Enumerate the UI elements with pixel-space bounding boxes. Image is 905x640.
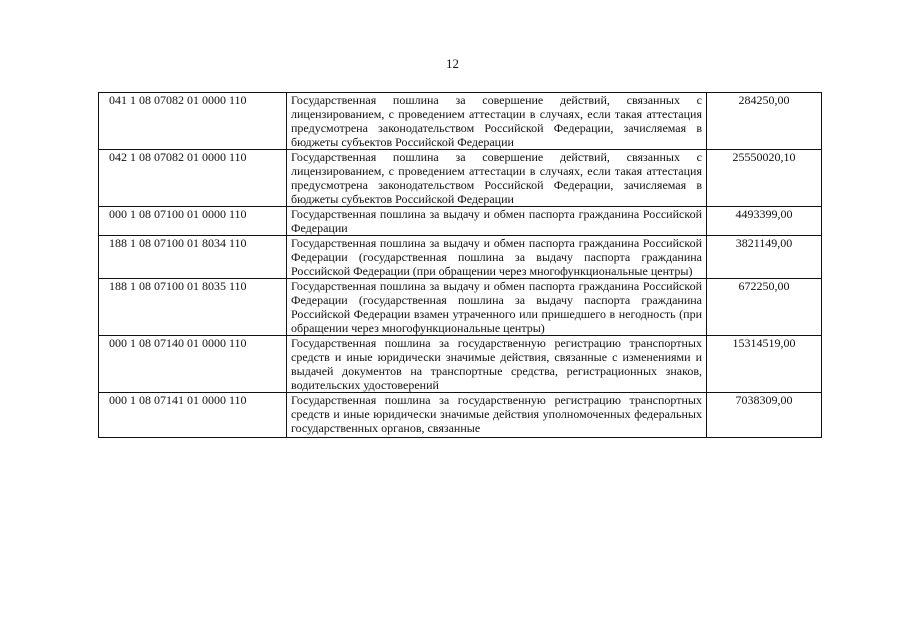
budget-code-cell: 041 1 08 07082 01 0000 110 bbox=[99, 93, 287, 150]
budget-code-cell: 000 1 08 07140 01 0000 110 bbox=[99, 336, 287, 393]
table-row bbox=[99, 150, 822, 207]
revenue-name-cell: Государственная пошлина за государственную регистрацию транспортных средств и иные юридически значимые действия уполномоченных федеральных государственных органов, связанные bbox=[287, 393, 707, 438]
budget-code-cell: 188 1 08 07100 01 8035 110 bbox=[99, 279, 287, 336]
revenue-name-cell: Государственная пошлина за выдачу и обмен паспорта гражданина Российской Федерации (государственная пошлина за выдачу паспорта гражданина Российской Федерации (при обращении через многофункциональные центры) bbox=[287, 236, 707, 279]
revenue-name-cell: Государственная пошлина за совершение действий, связанных с лицензированием, с проведением аттестации в случаях, если такая аттестация предусмотрена законодательством Российской Федерации, зачисляемая в бюджеты субъектов Российской Федерации bbox=[287, 150, 707, 207]
table-row bbox=[99, 279, 822, 336]
table-row bbox=[99, 93, 822, 150]
revenue-name-cell: Государственная пошлина за выдачу и обмен паспорта гражданина Российской Федерации (государственная пошлина за выдачу паспорта гражданина Российской Федерации взамен утраченного или пришедшего в негодность (при обращении через многофункциональные центры) bbox=[287, 279, 707, 336]
revenue-table bbox=[98, 92, 822, 438]
table-row bbox=[99, 236, 822, 279]
amount-cell: 4493399,00 bbox=[707, 207, 822, 236]
page-number: 12 bbox=[446, 56, 459, 71]
table-row bbox=[99, 393, 822, 438]
revenue-name-cell: Государственная пошлина за совершение действий, связанных с лицензированием, с проведением аттестации в случаях, если такая аттестация предусмотрена законодательством Российской Федерации, зачисляемая в бюджеты субъектов Российской Федерации bbox=[287, 93, 707, 150]
budget-code-cell: 042 1 08 07082 01 0000 110 bbox=[99, 150, 287, 207]
amount-cell: 25550020,10 bbox=[707, 150, 822, 207]
revenue-name-cell: Государственная пошлина за государственную регистрацию транспортных средств и иные юридически значимые действия, связанные с изменениями и выдачей документов на транспортные средства, регистрационных знаков, водительских удостоверений bbox=[287, 336, 707, 393]
table-row bbox=[99, 336, 822, 393]
revenue-name-cell: Государственная пошлина за выдачу и обмен паспорта гражданина Российской Федерации bbox=[287, 207, 707, 236]
budget-code-cell: 000 1 08 07100 01 0000 110 bbox=[99, 207, 287, 236]
amount-cell: 672250,00 bbox=[707, 279, 822, 336]
table-row bbox=[99, 207, 822, 236]
budget-code-cell: 000 1 08 07141 01 0000 110 bbox=[99, 393, 287, 438]
amount-cell: 284250,00 bbox=[707, 93, 822, 150]
amount-cell: 7038309,00 bbox=[707, 393, 822, 438]
amount-cell: 3821149,00 bbox=[707, 236, 822, 279]
budget-code-cell: 188 1 08 07100 01 8034 110 bbox=[99, 236, 287, 279]
amount-cell: 15314519,00 bbox=[707, 336, 822, 393]
